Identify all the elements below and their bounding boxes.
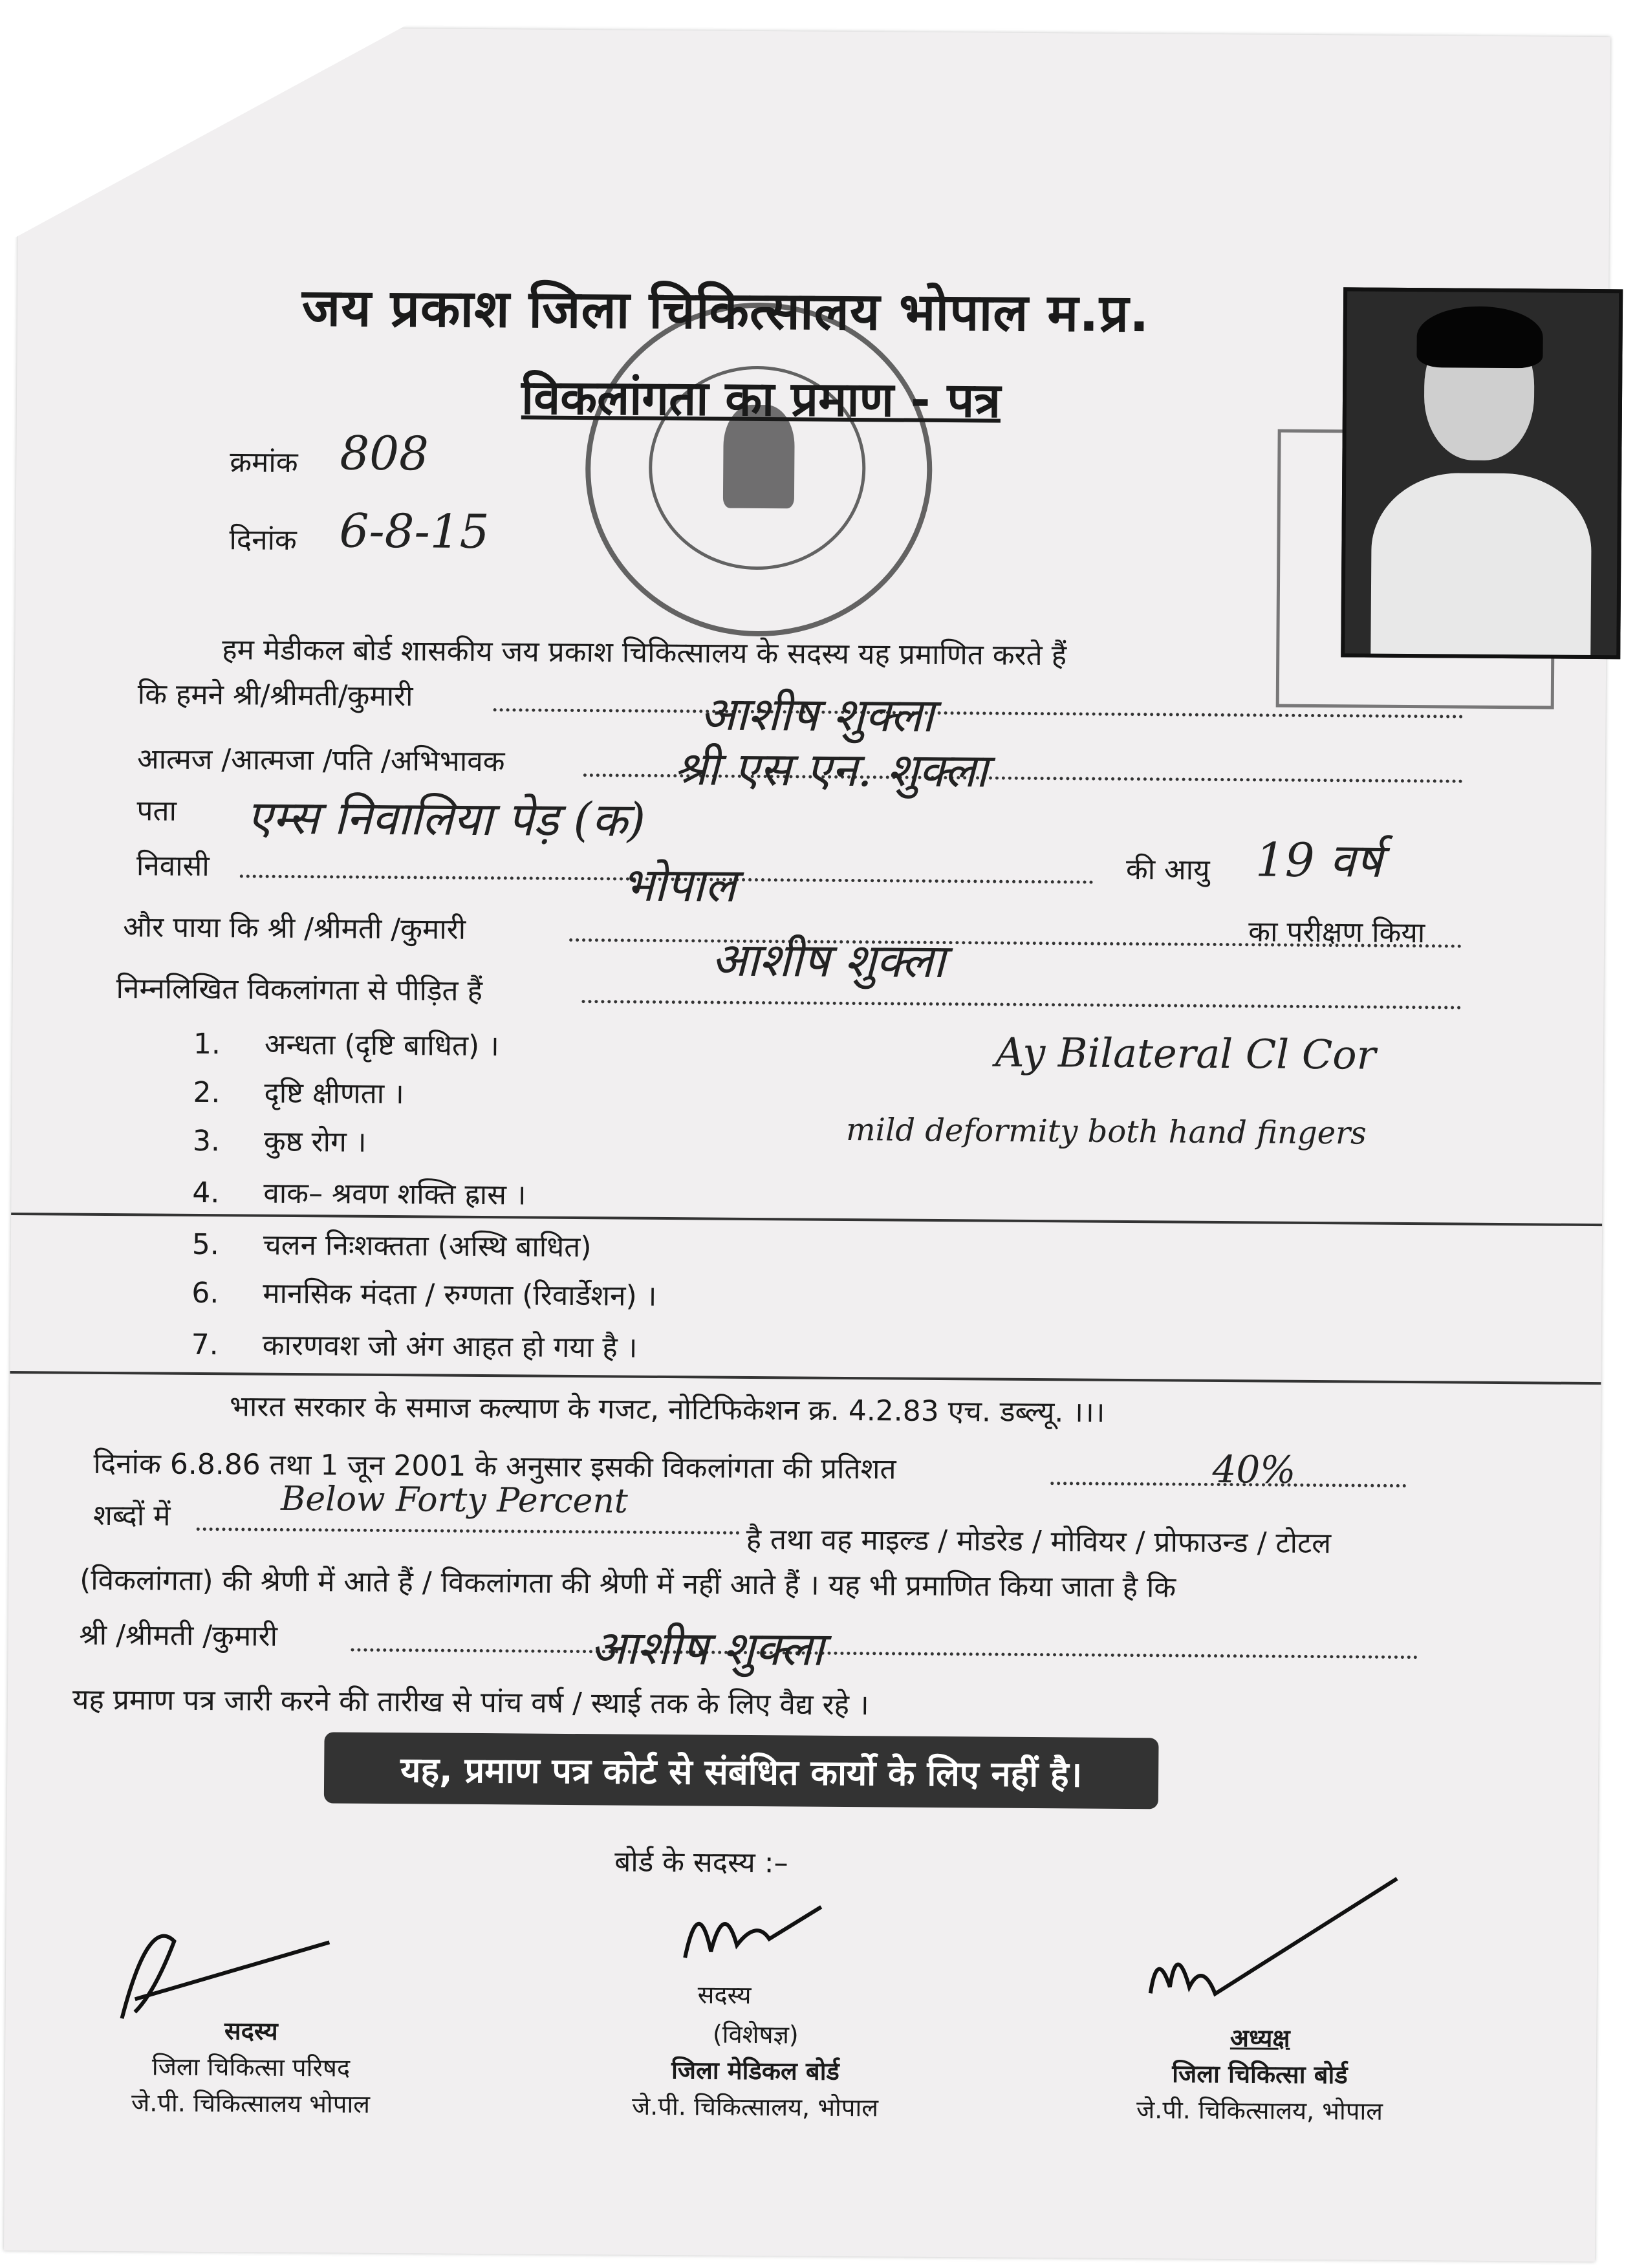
intro-text: हम मेडीकल बोर्ड शासकीय जय प्रकाश चिकित्सालय के सदस्य यह प्रमाणित करते हैं: [222, 633, 1067, 673]
board-members-label: बोर्ड के सदस्य :–: [614, 1845, 788, 1880]
address-label: पता: [136, 794, 177, 828]
validity-text: यह प्रमाण पत्र जारी करने की तारीख से पांच वर्ष / स्थाई तक के लिए वैद्य रहे ।: [72, 1683, 869, 1722]
center-signatory-top: सदस्य: [697, 1980, 752, 2009]
remark-line-2: mild deformity both hand fingers: [845, 1111, 1367, 1152]
words-value: Below Forty Percent: [280, 1479, 629, 1521]
gazette-line-1: भारत सरकार के समाज कल्याण के गजट, नोटिफिकेशन क्र. 4.2.83 एच. डब्ल्यू. ।।।: [229, 1390, 1105, 1429]
gazette-line-2: दिनांक 6.8.86 तथा 1 जून 2001 के अनुसार इसकी विकलांगता की प्रतिशत: [93, 1447, 896, 1486]
resident-value: भोपाल: [621, 857, 737, 913]
name-label: कि हमने श्री/श्रीमती/कुमारी: [137, 678, 413, 713]
disability-item: 5. चलन निःशक्तता (अस्थि बाधित): [191, 1227, 592, 1264]
member-signature-center: [672, 1880, 841, 1985]
guardian-value: श्री एस एन. शुक्ला: [673, 741, 988, 798]
examined-label: का परीक्षण किया: [1248, 915, 1425, 950]
gazette-line-3: है तथा वह माइल्ड / मोडरेड / मोवियर / प्रोफाउन्ड / टोटल: [746, 1522, 1332, 1561]
hospital-seal: [584, 301, 933, 638]
resident-label: निवासी: [136, 849, 210, 883]
center-signatory-block: (विशेषज्ञ) जिला मेडिकल बोर्ड जे.पी. चिकित्सालय, भोपाल: [631, 2020, 879, 2122]
right-signatory-block: अध्यक्ष जिला चिकित्सा बोर्ड जे.पी. चिकित्सालय, भोपाल: [1136, 2024, 1383, 2126]
address-value: एम्स निवालिया पेड़ (क): [246, 790, 646, 847]
serial-value: 808: [340, 426, 429, 481]
hospital-title: जय प्रकाश जिला चिकित्सालय भोपाल म.प्र.: [301, 277, 1150, 344]
court-disclaimer-banner: यह, प्रमाण पत्र कोर्ट से संबंधित कार्यो के लिए नहीं है।: [324, 1732, 1159, 1809]
found-label: और पाया कि श्री /श्रीमती /कुमारी: [123, 911, 466, 946]
words-label: शब्दों में: [92, 1498, 171, 1533]
disability-item: 6. मानसिक मंदता / रुग्णता (रिवार्डेशन) ।: [191, 1276, 657, 1313]
age-value: 19 वर्ष: [1255, 832, 1383, 888]
age-label: की आयु: [1125, 852, 1210, 887]
disability-item: 1. अन्धता (दृष्टि बाधित) ।: [193, 1027, 500, 1063]
applicant-photo: [1341, 287, 1623, 659]
certificate-title: विकलांगता का प्रमाण - पत्र: [521, 369, 1001, 429]
guardian-label: आत्मज /आत्मजा /पति /अभिभावक: [136, 742, 505, 779]
percent-value: 40%: [1212, 1447, 1296, 1492]
name-value: आशीष शुक्ला: [700, 686, 935, 742]
date-label: दिनांक: [229, 523, 298, 557]
date-value: 6-8-15: [339, 503, 490, 559]
certify-name-value: आशीष शुक्ला: [590, 1620, 825, 1676]
found-value: आशीष शुक्ला: [711, 932, 946, 989]
disability-item: 2. दृष्टि क्षीणता ।: [193, 1075, 405, 1111]
chairman-signature: [1138, 1864, 1411, 2014]
remark-line-1: Ay Bilateral Cl Cor: [995, 1028, 1376, 1079]
left-signatory-block: सदस्य जिला चिकित्सा परिषद जे.पी. चिकित्सालय भोपाल: [131, 2016, 371, 2119]
gazette-line-4: (विकलांगता) की श्रेणी में आते हैं / विकलांगता की श्रेणी में नहीं आते हैं । यह भी प्रमाणित किया जाता है कि: [80, 1563, 1176, 1604]
certificate-sheet: [4, 26, 1610, 2262]
disability-item: 3. कुष्ठ रोग ।: [192, 1124, 367, 1159]
disability-item: 7. कारणवश जो अंग आहत हो गया है ।: [191, 1328, 638, 1365]
suffering-label: निम्नलिखित विकलांगता से पीड़ित हैं: [116, 972, 483, 1008]
folded-corner: [0, 0, 453, 246]
certify-name-label: श्री /श्रीमती /कुमारी: [79, 1618, 278, 1653]
disability-item: 4. वाक– श्रवण शक्ति ह्रास ।: [192, 1176, 526, 1212]
serial-label: क्रमांक: [230, 446, 298, 480]
